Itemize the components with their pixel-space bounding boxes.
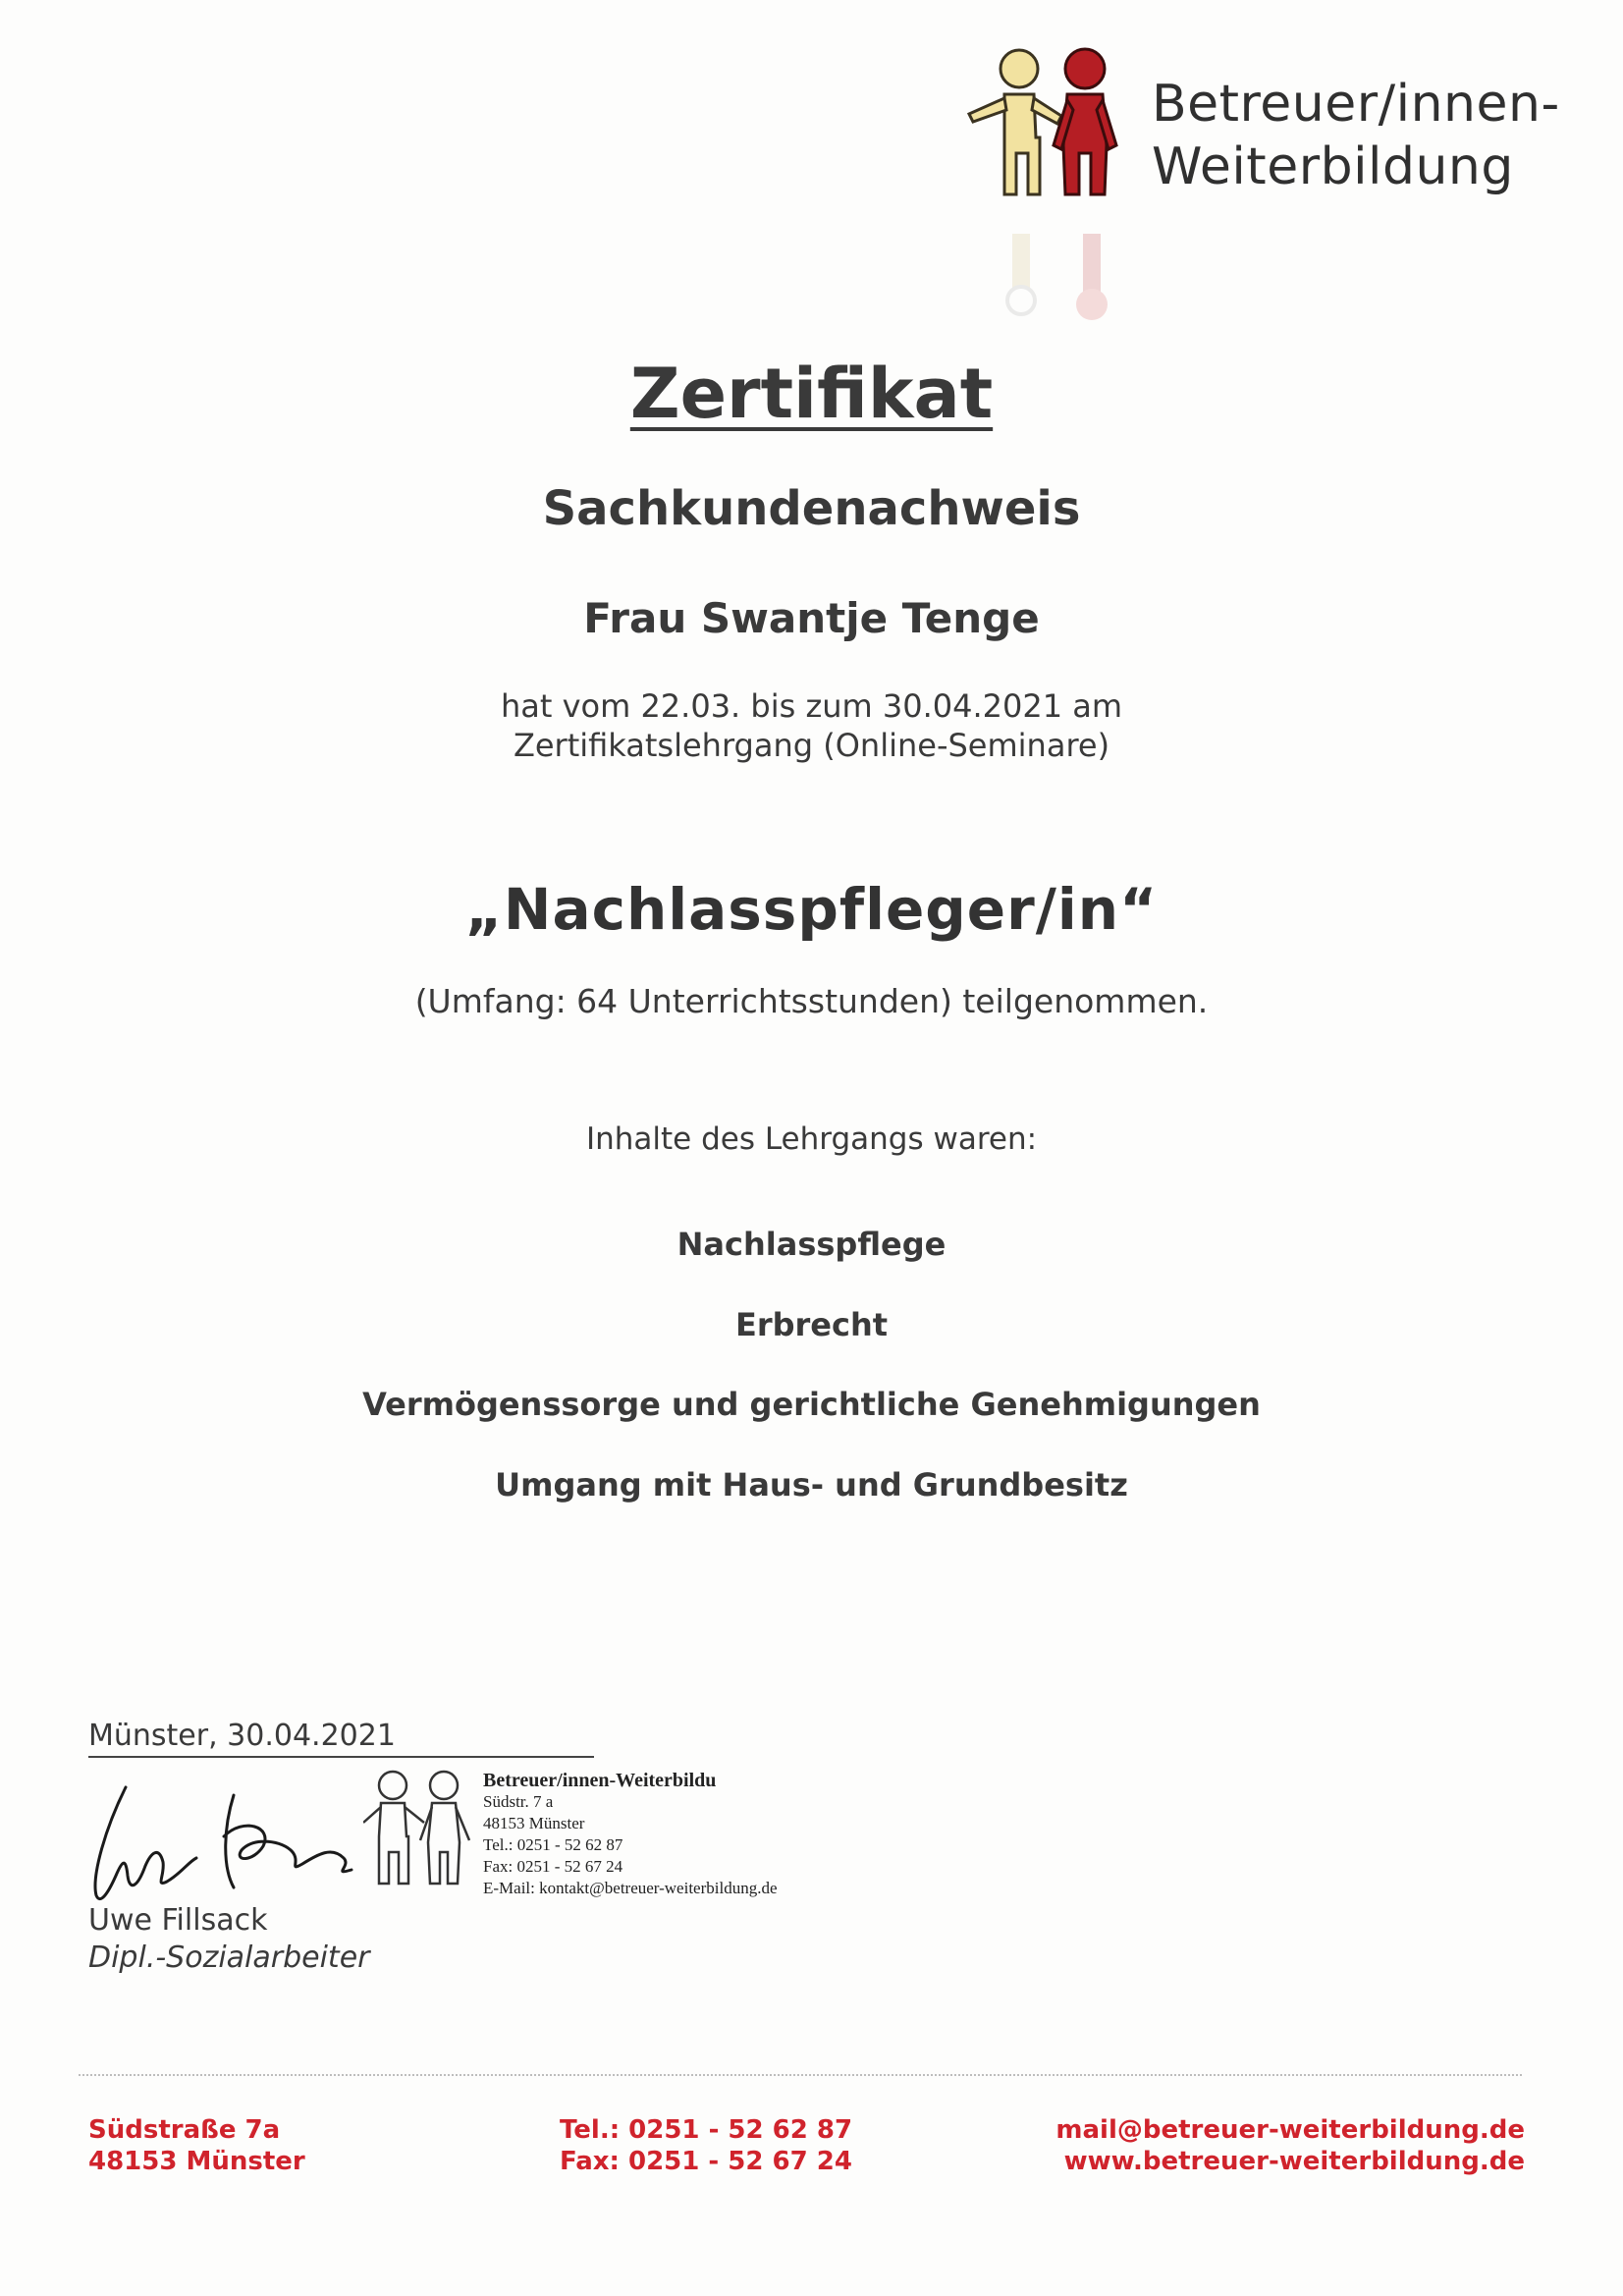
handwritten-signature-icon xyxy=(86,1768,410,1915)
stamp-title: Betreuer/innen-Weiterbildu xyxy=(483,1770,717,1791)
footer-contact xyxy=(1055,2114,1525,2177)
certificate-title: Zertifikat xyxy=(629,354,994,434)
stamp-fax: Fax: 0251 - 52 67 24 xyxy=(483,1857,623,1876)
topic-item: Nachlasspflege xyxy=(676,1226,947,1263)
footer-tel: Tel.: 0251 - 52 62 87 xyxy=(560,2115,853,2145)
footer-email: mail@betreuer-weiterbildung.de xyxy=(1055,2115,1525,2145)
stamp-tel: Tel.: 0251 - 52 62 87 xyxy=(483,1835,623,1854)
stamp-logo-icon xyxy=(363,1768,476,1895)
recipient-name: Frau Swantje Tenge xyxy=(583,594,1040,642)
address-stamp xyxy=(483,1770,778,1899)
signer-name: Uwe Fillsack xyxy=(88,1903,268,1938)
topic-item: Vermögenssorge und gerichtliche Genehmigungen xyxy=(362,1386,1261,1423)
stamp-city: 48153 Münster xyxy=(483,1814,585,1832)
participation-line-1: hat vom 22.03. bis zum 30.04.2021 am xyxy=(500,687,1123,725)
course-scope: (Umfang: 64 Unterrichtsstunden) teilgenommen. xyxy=(414,982,1209,1020)
place-date: Münster, 30.04.2021 xyxy=(88,1719,396,1753)
signer-title: Dipl.-Sozialarbeiter xyxy=(88,1941,370,1975)
footer-address xyxy=(88,2114,305,2177)
footer-phone xyxy=(560,2114,852,2177)
logo-line-1: Betreuer/innen- xyxy=(1152,75,1560,134)
participation-line-2: Zertifikatslehrgang (Online-Seminare) xyxy=(513,727,1110,764)
signature-line xyxy=(88,1756,594,1758)
footer-city: 48153 Münster xyxy=(88,2147,305,2176)
footer-web: www.betreuer-weiterbildung.de xyxy=(1063,2147,1525,2176)
footer-street: Südstraße 7a xyxy=(88,2115,281,2145)
stamp-email: E-Mail: kontakt@betreuer-weiterbildung.de xyxy=(483,1879,778,1897)
topic-item: Umgang mit Haus- und Grundbesitz xyxy=(495,1466,1128,1503)
logo-wordmark xyxy=(1152,73,1560,198)
topic-item: Erbrecht xyxy=(734,1306,889,1343)
certificate-subtitle: Sachkundenachweis xyxy=(542,481,1081,536)
contents-intro: Inhalte des Lehrgangs waren: xyxy=(585,1121,1038,1157)
logo-line-2: Weiterbildung xyxy=(1152,137,1514,196)
footer-fax: Fax: 0251 - 52 67 24 xyxy=(560,2147,852,2176)
course-title: „Nachlasspfleger/in“ xyxy=(464,876,1159,943)
logo-figures-icon xyxy=(967,47,1154,322)
footer-divider xyxy=(79,2074,1522,2076)
stamp-street: Südstr. 7 a xyxy=(483,1792,554,1811)
